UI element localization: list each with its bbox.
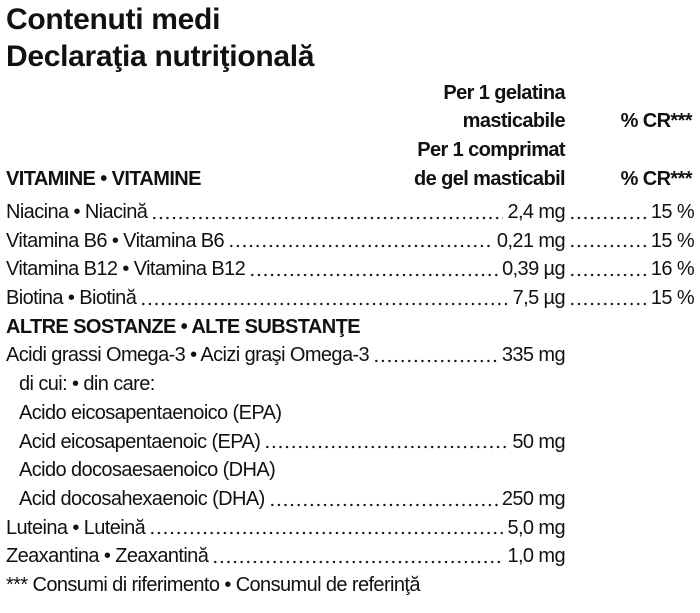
dot-leader <box>569 284 647 313</box>
row-pct <box>565 284 694 313</box>
section-heading-vitamins: VITAMINE • VITAMINE <box>6 168 201 190</box>
nutrient-value: 0,21 mg <box>496 229 565 252</box>
nutrient-value: 335 mg <box>501 344 565 367</box>
column-header-pct-it: % CR*** <box>620 110 692 132</box>
table-row <box>6 227 694 256</box>
footnote-text: *** Consumi di riferimento • Consumul de referinţă <box>6 573 420 596</box>
dot-leader <box>269 485 498 514</box>
row-pct <box>565 255 694 284</box>
row-main <box>6 485 565 514</box>
title-average-contents: Contenuti medi <box>6 3 221 36</box>
row-main <box>6 198 565 227</box>
column-header-value-it-2: masticabile <box>462 110 565 132</box>
dot-leader <box>279 456 561 485</box>
row-main <box>6 341 565 370</box>
dot-leader <box>249 255 498 284</box>
row-main <box>6 456 565 485</box>
dot-leader <box>212 542 503 571</box>
nutrient-label: Acid docosahexaenoic (DHA) <box>19 487 265 510</box>
row-main <box>6 255 565 284</box>
nutrient-value: 50 mg <box>512 430 565 453</box>
reference-intake-pct: 15 % <box>650 201 694 223</box>
dot-leader <box>264 428 508 457</box>
table-row <box>6 255 694 284</box>
footnote <box>6 571 694 600</box>
nutrient-value: 250 mg <box>501 487 565 510</box>
row-main <box>6 370 565 399</box>
dot-leader <box>373 341 498 370</box>
row-main <box>6 227 565 256</box>
nutrient-label: Acido docosaesaenoico (DHA) <box>19 459 276 482</box>
nutrient-label: Acidi grassi Omega-3 • Acizi graşi Omega-3 <box>6 344 370 367</box>
nutrient-label: Acido eicosapentaenoico (EPA) <box>19 401 282 424</box>
dot-leader <box>569 227 647 256</box>
dot-leader <box>569 198 647 227</box>
nutrient-value: 7,5 µg <box>512 287 565 310</box>
row-main <box>6 399 565 428</box>
dot-leader <box>569 255 647 284</box>
dot-leader <box>159 370 561 399</box>
column-header-pct-ro: % CR*** <box>620 168 692 190</box>
column-header-value-ro-2: de gel masticabil <box>414 168 565 190</box>
section-heading-other-substances <box>6 313 694 342</box>
row-main <box>6 542 565 571</box>
dot-leader <box>149 514 503 543</box>
table-row <box>6 341 694 370</box>
nutrient-label: Vitamina B12 • Vitamina B12 <box>6 258 246 281</box>
dot-leader <box>228 227 493 256</box>
nutrient-label: Vitamina B6 • Vitamina B6 <box>6 229 225 252</box>
table-row <box>6 284 694 313</box>
table-row <box>6 370 694 399</box>
dot-leader <box>285 399 561 428</box>
row-main <box>6 428 565 457</box>
nutrient-label: Luteina • Luteină <box>6 516 146 539</box>
table-row <box>6 399 694 428</box>
section-label: ALTRE SOSTANZE • ALTE SUBSTANŢE <box>6 315 360 338</box>
reference-intake-pct: 16 % <box>650 258 694 281</box>
table-row <box>6 514 694 543</box>
nutrient-value: 0,39 µg <box>502 258 565 281</box>
row-pct <box>565 227 694 256</box>
dot-leader <box>151 198 503 227</box>
column-header-value-it-1: Per 1 gelatina <box>443 82 565 104</box>
row-main <box>6 284 565 313</box>
title-nutrition-declaration: Declaraţia nutriţională <box>6 40 315 73</box>
row-main <box>6 514 565 543</box>
reference-intake-pct: 15 % <box>650 229 694 252</box>
nutrition-table <box>6 198 694 600</box>
nutrient-label: Biotina • Biotină <box>6 287 137 310</box>
nutrient-value: 1,0 mg <box>507 545 565 568</box>
table-row <box>6 485 694 514</box>
nutrient-value: 5,0 mg <box>507 516 565 539</box>
table-row <box>6 542 694 571</box>
reference-intake-pct: 15 % <box>650 287 694 310</box>
nutrient-value: 2,4 mg <box>507 201 565 223</box>
table-row <box>6 428 694 457</box>
row-pct <box>565 198 694 227</box>
nutrient-label: di cui: • din care: <box>19 373 155 396</box>
nutrient-label: Niacina • Niacină <box>6 201 148 223</box>
nutrient-label: Acid eicosapentaenoic (EPA) <box>19 430 261 453</box>
table-row <box>6 456 694 485</box>
column-header-value-ro-1: Per 1 comprimat <box>417 139 565 161</box>
nutrient-label: Zeaxantina • Zeaxantină <box>6 545 209 568</box>
dot-leader <box>140 284 508 313</box>
table-row <box>6 198 694 227</box>
